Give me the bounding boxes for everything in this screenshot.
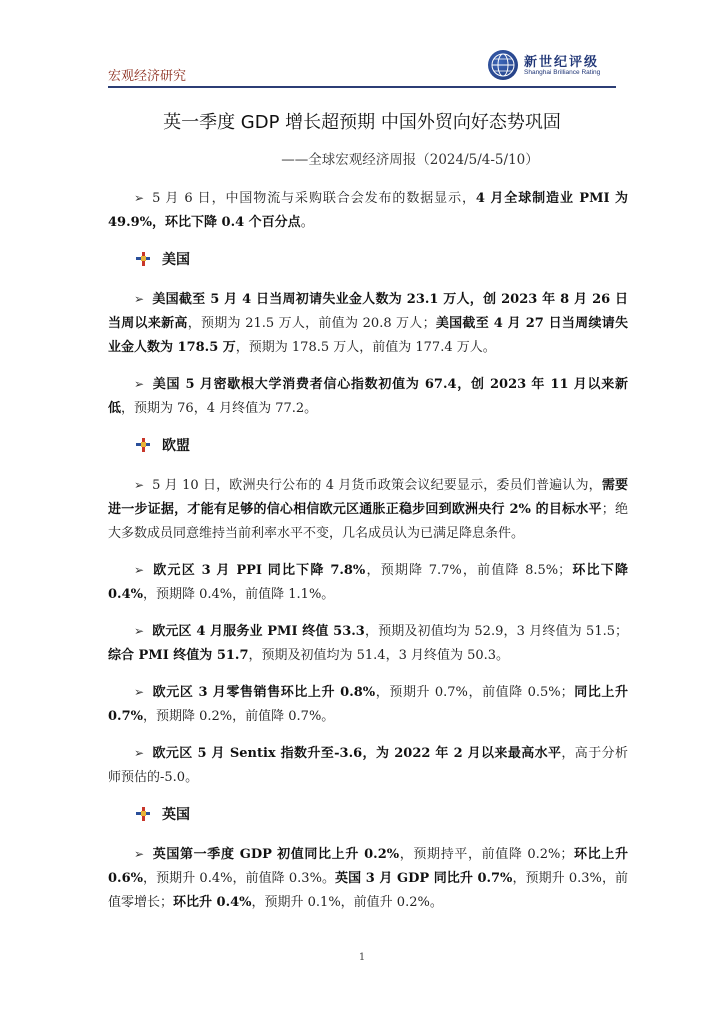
section-heading-us: 美国 — [108, 247, 628, 271]
section-marker-icon — [136, 807, 150, 821]
report-body — [108, 186, 628, 927]
eu-paragraph-sentix: ➢ 欧元区 5 月 Sentix 指数升至-3.6，为 2022 年 2 月以来最高水平，高于分析师预估的-5.0。 — [108, 746, 628, 785]
eu-paragraph-ecb: ➢ 5 月 10 日，欧洲央行公布的 4 月货币政策会议纪要显示，委员们普遍认为，需要进一步证据，才能有足够的信心相信欧元区通胀正稳步回到欧洲央行 2% 的目标水平；绝大多数成员同意维持当前利率水平不变，几名成员认为已满足降息条件。 — [108, 478, 628, 541]
bullet-arrow-icon: ➢ — [134, 563, 145, 577]
logo-text-cn: 新世纪评级 — [524, 55, 600, 70]
section-heading-eu: 欧盟 — [108, 433, 628, 457]
brand-logo — [488, 48, 616, 86]
bullet-arrow-icon: ➢ — [134, 624, 145, 638]
page-header — [108, 48, 616, 88]
logo-text-en: Shanghai Brilliance Rating — [524, 69, 601, 76]
header-divider — [108, 86, 616, 88]
uk-paragraph-gdp: ➢ 英国第一季度 GDP 初值同比上升 0.2%，预期持平，前值降 0.2%；环比上升 0.6%，预期升 0.4%，前值降 0.3%。英国 3 月 GDP 同比升 0.7%，预期升 0.3%，前值零增长；环比升 0.4%，预期升 0.1%，前值升 0.2%。 — [108, 847, 628, 910]
header-category: 宏观经济研究 — [108, 69, 187, 84]
section-heading-uk: 英国 — [108, 802, 628, 826]
bullet-arrow-icon: ➢ — [134, 377, 145, 391]
page-number: 1 — [358, 952, 366, 963]
bullet-arrow-icon: ➢ — [134, 478, 145, 492]
section-marker-icon — [136, 438, 150, 452]
intro-paragraph: ➢ 5 月 6 日，中国物流与采购联合会发布的数据显示，4 月全球制造业 PMI 为 49.9%，环比下降 0.4 个百分点。 — [108, 191, 628, 230]
bullet-arrow-icon: ➢ — [134, 191, 145, 205]
bullet-arrow-icon: ➢ — [134, 292, 145, 306]
logo-globe-icon — [488, 50, 518, 80]
bullet-arrow-icon: ➢ — [134, 746, 145, 760]
us-paragraph-jobless: ➢ 美国截至 5 月 4 日当周初请失业金人数为 23.1 万人，创 2023 年 8 月 26 日当周以来新高，预期为 21.5 万人，前值为 20.8 万人；美国截至 4 月 27 日当周续请失业金人数为 178.5 万，预期为 178.5 万人，前值为 177.4 万人。 — [108, 292, 628, 355]
eu-paragraph-pmi: ➢ 欧元区 4 月服务业 PMI 终值 53.3，预期及初值均为 52.9，3 月终值为 51.5；综合 PMI 终值为 51.7，预期及初值均为 51.4，3 月终值为 50.3。 — [108, 624, 628, 663]
bullet-arrow-icon: ➢ — [134, 685, 145, 699]
eu-paragraph-retail: ➢ 欧元区 3 月零售销售环比上升 0.8%，预期升 0.7%，前值降 0.5%；同比上升 0.7%，预期降 0.2%，前值降 0.7%。 — [108, 685, 628, 724]
bullet-arrow-icon: ➢ — [134, 847, 145, 861]
eu-paragraph-ppi: ➢ 欧元区 3 月 PPI 同比下降 7.8%，预期降 7.7%，前值降 8.5%；环比下降 0.4%，预期降 0.4%，前值降 1.1%。 — [108, 563, 628, 602]
page-subtitle: ——全球宏观经济周报（2024/5/4-5/10） — [281, 152, 539, 168]
page-title: 英一季度 GDP 增长超预期 中国外贸向好态势巩固 — [163, 112, 561, 133]
section-marker-icon — [136, 252, 150, 266]
us-paragraph-sentiment: ➢ 美国 5 月密歇根大学消费者信心指数初值为 67.4，创 2023 年 11 月以来新低，预期为 76，4 月终值为 77.2。 — [108, 377, 628, 416]
